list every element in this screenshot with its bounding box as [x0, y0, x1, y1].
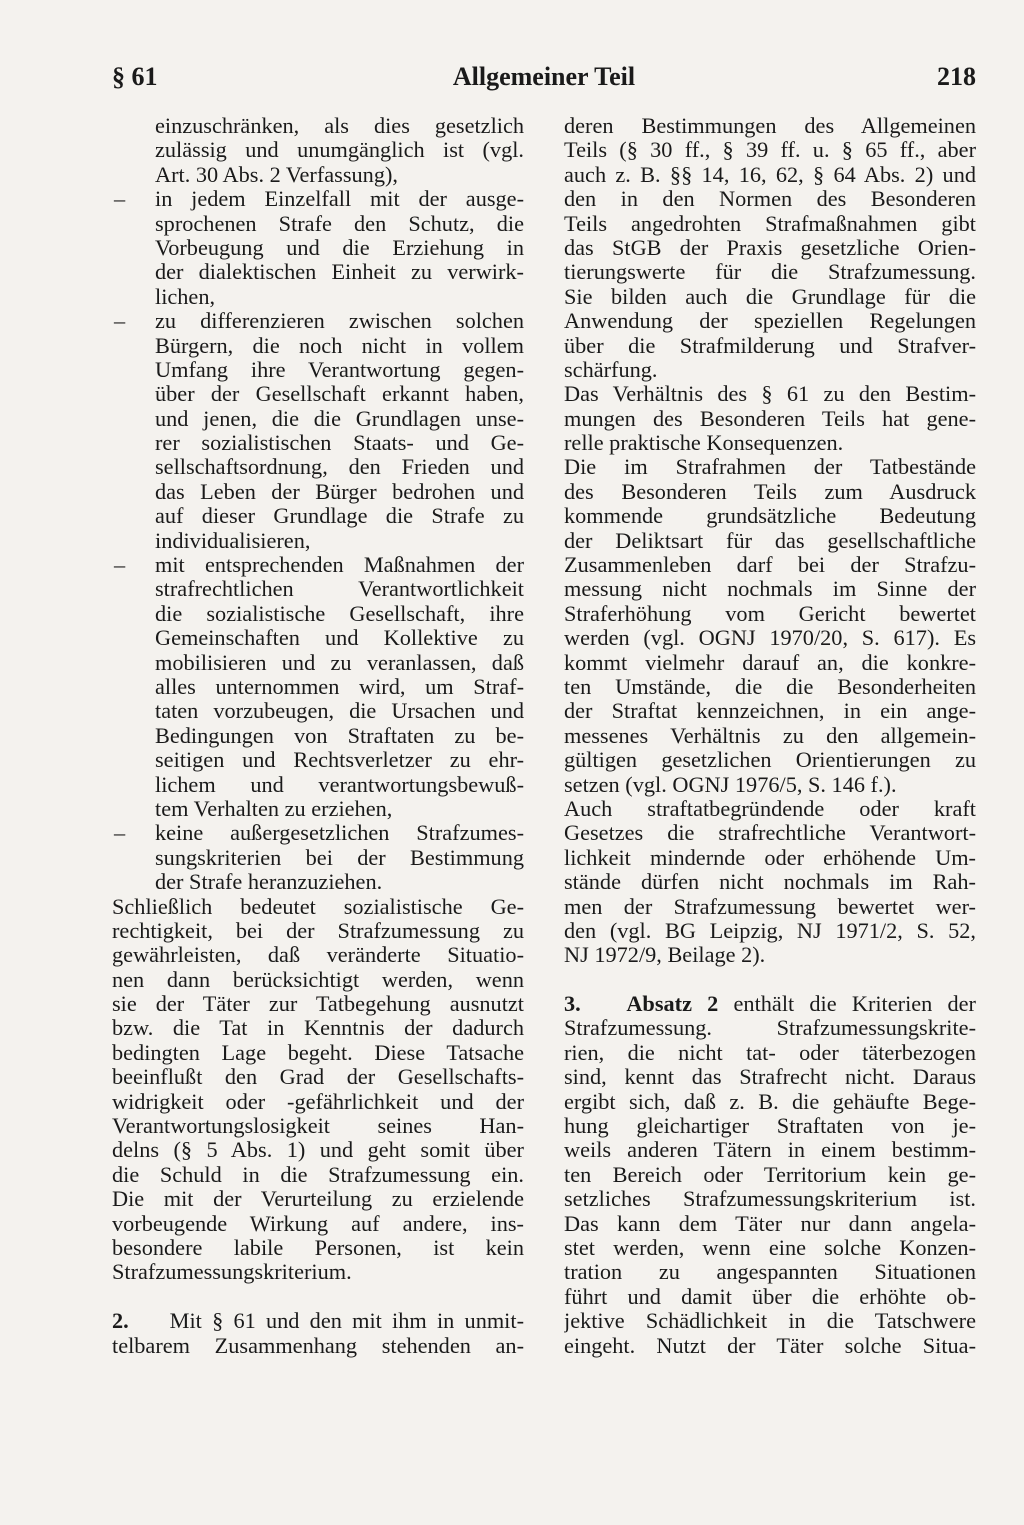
text-line: des Besonderen Teils zum Ausdruck: [564, 479, 976, 504]
text-line: Bürgern, die noch nicht in vollem: [155, 333, 524, 358]
text-line: das Leben der Bürger bedrohen und: [155, 479, 524, 504]
text-line: bedingten Lage begeht. Diese Tatsache: [112, 1040, 524, 1065]
text-line: Teils (§ 30 ff., § 39 ff. u. § 65 ff., aber: [564, 138, 976, 163]
paragraph-gap: [564, 968, 976, 992]
list-item-line: – mit entsprechenden Maßnahmen der: [112, 553, 524, 577]
text-line: rien, die nicht tat- oder täterbezogen: [564, 1040, 976, 1065]
text-line: besondere labile Personen, ist kein: [112, 1235, 524, 1260]
text-line: Verantwortungslosigkeit seines Han-: [112, 1114, 524, 1139]
right-column: [564, 114, 976, 1358]
text-line: mungen des Besonderen Teils hat gene-: [564, 406, 976, 431]
text-line: der Strafe heranzuziehen.: [155, 870, 383, 895]
text-line: messenes Verhältnis zu den allgemein-: [564, 723, 976, 748]
text-line: individualisieren,: [155, 528, 311, 553]
paragraph-gap: [112, 1285, 524, 1309]
text-line: das StGB der Praxis gesetzliche Orien-: [564, 235, 976, 260]
text-line: rer sozialistischen Staats- und Ge-: [155, 431, 524, 456]
list-item-line: – keine außergesetzlichen Strafzumes-: [112, 821, 524, 845]
text-line: sie der Täter zur Tatbegehung ausnutzt: [112, 992, 524, 1017]
text-line: Umfang ihre Verantwortung gegen-: [155, 357, 524, 382]
text-line: Das Verhältnis des § 61 zu den Bestim-: [564, 382, 976, 407]
text-line: ergibt sich, daß z. B. die gehäufte Bege-: [564, 1089, 976, 1114]
text-line: tierungswerte für die Strafzumessung.: [564, 260, 976, 285]
text-line: den (vgl. BG Leipzig, NJ 1971/2, S. 52,: [564, 918, 976, 943]
text-line: NJ 1972/9, Beilage 2).: [564, 943, 766, 968]
section-2-first-line: [112, 1309, 524, 1333]
text-line: werden (vgl. OGNJ 1970/20, S. 617). Es: [564, 626, 976, 651]
left-column: [112, 114, 524, 1358]
text-line: Anwendung der speziellen Regelungen: [564, 309, 976, 334]
text-line: tem Verhalten zu erziehen,: [155, 796, 393, 821]
text-line: rechtigkeit, bei der Strafzumessung zu: [112, 918, 524, 943]
text-line: vorbeugende Wirkung auf andere, ins-: [112, 1211, 524, 1236]
text-line: schärfung.: [564, 357, 658, 382]
text-line: stet werden, wenn eine solche Konzen-: [564, 1235, 976, 1260]
text-line: weils anderen Tätern in einem bestimm-: [564, 1138, 976, 1163]
text-line: führt und damit über die erhöhte ob-: [564, 1284, 976, 1309]
text-line: sprochenen Strafe den Schutz, die: [155, 211, 524, 236]
text-line: Auch straftatbegründende oder kraft: [564, 796, 976, 821]
text-line: delns (§ 5 Abs. 1) und geht somit über: [112, 1138, 524, 1163]
text-line: ten Umstände, die die Besonderheiten: [564, 674, 976, 699]
text-line: eingeht. Nutzt der Täter solche Situa-: [564, 1333, 976, 1358]
text-line: Schließlich bedeutet sozialistische Ge-: [112, 894, 524, 919]
text-line: seitigen und Rechtsverletzer zu ehr-: [155, 748, 524, 773]
text-line: setzliches Strafzumessungskriterium ist.: [564, 1187, 976, 1212]
text-line: Straferhöhung vom Gericht bewertet: [564, 601, 976, 626]
text-line: die Schuld in die Strafzumessung ein.: [112, 1162, 524, 1187]
text-line: jektive Schädlichkeit in die Tatschwere: [564, 1309, 976, 1334]
text-line: auch z. B. §§ 14, 16, 62, § 64 Abs. 2) und: [564, 162, 976, 187]
text-line: sind, kennt das Strafrecht nicht. Daraus: [564, 1065, 976, 1090]
text-line: kommende grundsätzliche Bedeutung: [564, 504, 976, 529]
text-line: stände dürfen nicht nochmals im Rah-: [564, 870, 976, 895]
text-line: relle praktische Konsequenzen.: [564, 431, 844, 456]
text-line: zulässig und unumgänglich ist (vgl.: [155, 138, 524, 163]
text-line: ten Bereich oder Territorium kein ge-: [564, 1162, 976, 1187]
text-line: Die im Strafrahmen der Tatbestände: [564, 455, 976, 480]
text-line: und jenen, die die Grundlagen unse-: [155, 406, 524, 431]
text-line: taten vorzubeugen, die Ursachen und: [155, 699, 524, 724]
text-line: hung gleichartiger Straftaten von je-: [564, 1114, 976, 1139]
text-line: Gesetzes die strafrechtliche Verantwort-: [564, 821, 976, 846]
section-3-number: 3.: [564, 992, 581, 1017]
text-line: Die mit der Verurteilung zu erzielende: [112, 1187, 524, 1212]
page-header: [112, 62, 976, 102]
text-line: mobilisieren und zu veranlassen, daß: [155, 650, 524, 675]
text-line: die sozialistische Gesellschaft, ihre: [155, 601, 524, 626]
list-item-line: – in jedem Einzelfall mit der ausge-: [112, 187, 524, 211]
section-3-lead: Absatz 2: [626, 992, 719, 1017]
text-line: men der Strafzumessung bewertet wer-: [564, 894, 976, 919]
section-2-text: Mit § 61 und den mit ihm in unmit-: [169, 1309, 524, 1334]
text-line: lichen,: [155, 284, 216, 309]
text-line: sungskriterien bei der Bestimmung: [155, 845, 524, 870]
text-line: sellschaftsordnung, den Frieden und: [155, 455, 524, 480]
text-line: Strafzumessung. Strafzumessungskrite-: [564, 1016, 976, 1041]
text-line: Gemeinschaften und Kollektive zu: [155, 626, 524, 651]
text-line: telbarem Zusammenhang stehenden an-: [112, 1333, 524, 1358]
text-line: bzw. die Tat in Kenntnis der dadurch: [112, 1016, 524, 1041]
text-line: widrigkeit oder -gefährlichkeit und der: [112, 1089, 524, 1114]
page-number: 218: [937, 62, 976, 91]
text-line: Bedingungen von Straftaten zu be-: [155, 723, 524, 748]
text-line: Art. 30 Abs. 2 Verfassung),: [155, 162, 398, 187]
text-line: strafrechtlichen Verantwortlichkeit: [155, 577, 524, 602]
text-line: nen dann berücksichtigt werden, wenn: [112, 967, 524, 992]
text-line: Vorbeugung und die Erziehung in: [155, 235, 524, 260]
text-line: Zusammenleben darf bei der Strafzu-: [564, 553, 976, 578]
text-line: über der Gesellschaft erkannt haben,: [155, 382, 524, 407]
text-line: Sie bilden auch die Grundlage für die: [564, 284, 976, 309]
text-line: der Deliktsart für das gesellschaftliche: [564, 528, 976, 553]
list-item-line: – zu differenzieren zwischen solchen: [112, 309, 524, 333]
text-line: tration zu angespannten Situationen: [564, 1260, 976, 1285]
running-title: Allgemeiner Teil: [452, 62, 636, 91]
text-line: der dialektischen Einheit zu verwirk-: [155, 260, 524, 285]
text-line: setzen (vgl. OGNJ 1976/5, S. 146 f.).: [564, 772, 897, 797]
text-line: kommt vielmehr darauf an, die konkre-: [564, 650, 976, 675]
section-label: § 61: [112, 62, 158, 91]
text-line: Teils angedrohten Strafmaßnahmen gibt: [564, 211, 976, 236]
text-line: der Straftat kennzeichnen, in ein ange-: [564, 699, 976, 724]
text-line: einzuschränken, als dies gesetzlich: [155, 114, 524, 138]
text-line: den in den Normen des Besonderen: [564, 187, 976, 212]
text-line: gültigen gesetzlichen Orientierungen zu: [564, 748, 976, 773]
text-line: alles unternommen wird, um Straf-: [155, 674, 524, 699]
text-line: gewährleisten, daß veränderte Situatio-: [112, 943, 524, 968]
text-line: auf dieser Grundlage die Strafe zu: [155, 504, 524, 529]
text-line: Strafzumessungskriterium.: [112, 1260, 352, 1285]
text-line: Das kann dem Täter nur dann angela-: [564, 1211, 976, 1236]
text-line: lichkeit mindernde oder erhöhende Um-: [564, 845, 976, 870]
text-line: lichem und verantwortungsbewuß-: [155, 772, 524, 797]
text-line: deren Bestimmungen des Allgemeinen: [564, 114, 976, 138]
text-line: über die Strafmilderung und Strafver-: [564, 333, 976, 358]
text-line: messung nicht nochmals im Sinne der: [564, 577, 976, 602]
section-2-number: 2.: [112, 1309, 129, 1334]
text-line: beeinflußt den Grad der Gesellschafts-: [112, 1065, 524, 1090]
section-3-text: enthält die Kriterien der: [733, 992, 976, 1017]
section-3-first-line: [564, 992, 976, 1016]
